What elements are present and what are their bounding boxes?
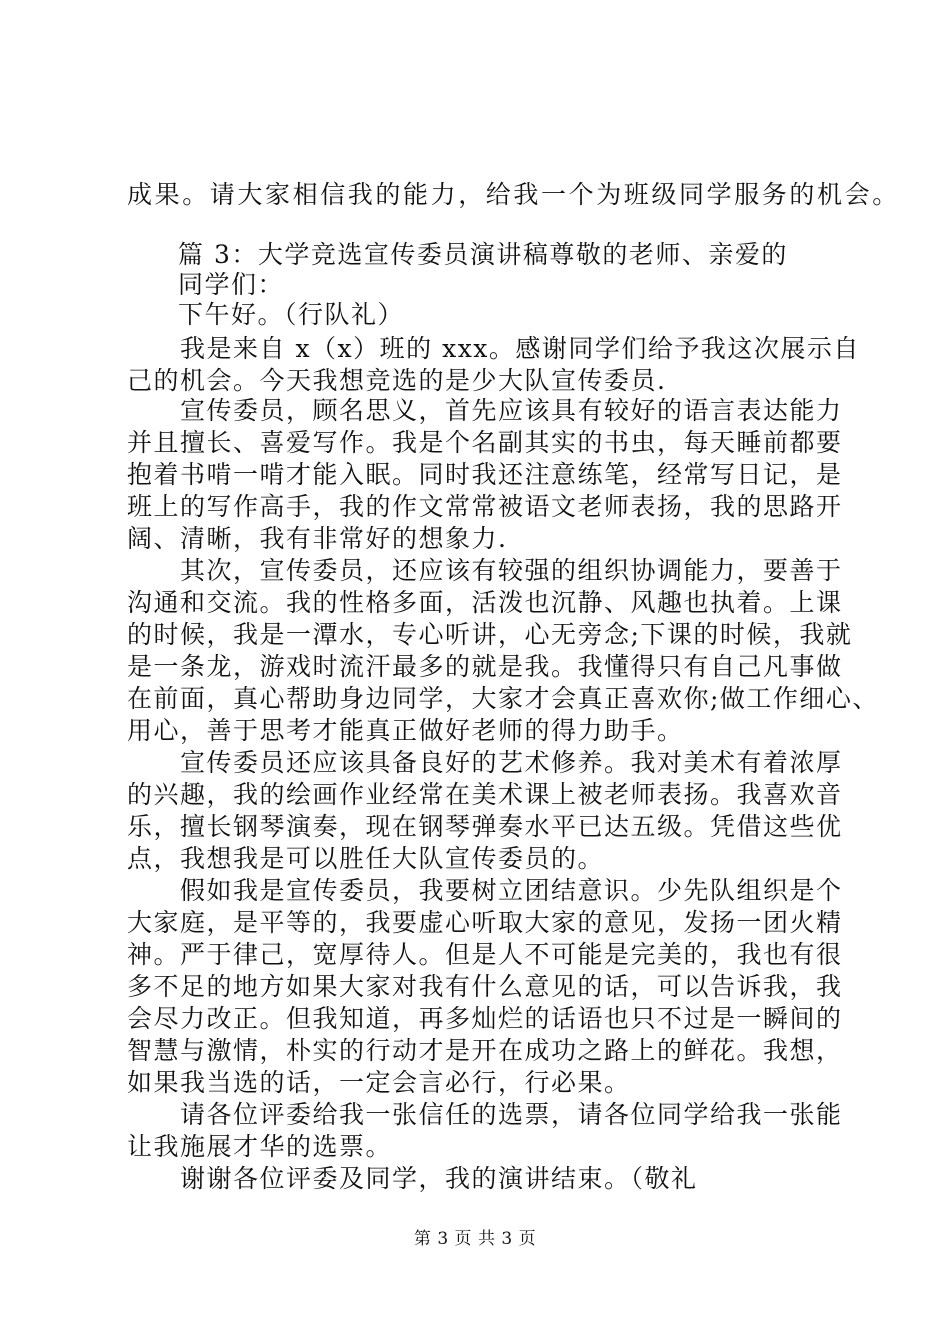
text-line: 神。严于律己，宽厚待人。但是人不可能是完美的，我也有很: [127, 940, 843, 969]
text-line: 多不足的地方如果大家对我有什么意见的话，可以告诉我，我: [127, 972, 843, 1001]
text-line: 阔、清晰，我有非常好的想象力.: [127, 524, 508, 553]
text-line: 下午好。（行队礼）: [178, 300, 405, 329]
text-line: 班上的写作高手，我的作文常常被语文老师表扬，我的思路开: [127, 492, 843, 521]
text-line: 己的机会。今天我想竞选的是少大队宣传委员.: [127, 366, 667, 395]
text-line: 抱着书啃一啃才能入眠。同时我还注意练笔，经常写日记，是: [127, 460, 843, 489]
text-line: 大家庭，是平等的，我要虚心听取大家的意见，发扬一团火精: [127, 908, 843, 937]
text-line: 乐，擅长钢琴演奏，现在钢琴弹奏水平已达五级。凭借这些优: [127, 812, 843, 841]
text-line: 宣传委员还应该具备良好的艺术修养。我对美术有着浓厚: [180, 748, 843, 777]
section-heading: 篇 3：大学竞选宣传委员演讲稿尊敬的老师、亲爱的: [178, 240, 788, 269]
text-line: 点，我想我是可以胜任大队宣传委员的。: [127, 844, 605, 873]
text-line: 智慧与激情，朴实的行动才是开在成功之路上的鲜花。我想，: [127, 1036, 843, 1065]
text-line: 让我施展才华的选票。: [127, 1132, 393, 1161]
text-line: 其次，宣传委员，还应该有较强的组织协调能力，要善于: [180, 556, 843, 585]
text-line: 宣传委员，顾名思义，首先应该具有较好的语言表达能力: [180, 396, 843, 425]
text-line: 是一条龙，游戏时流汗最多的就是我。我懂得只有自己凡事做: [127, 652, 843, 681]
text-line: 沟通和交流。我的性格多面，活泼也沉静、风趣也执着。上课: [127, 588, 843, 617]
text-line: 成果。请大家相信我的能力，给我一个为班级同学服务的机会。: [127, 180, 900, 209]
text-line: 并且擅长、喜爱写作。我是个名副其实的书虫，每天睡前都要: [127, 428, 843, 457]
text-line: 请各位评委给我一张信任的选票，请各位同学给我一张能: [180, 1100, 843, 1129]
text-line: 用心，善于思考才能真正做好老师的得力助手。: [127, 716, 684, 745]
text-line: 假如我是宣传委员，我要树立团结意识。少先队组织是个: [180, 876, 843, 905]
page-footer: 第 3 页 共 3 页: [413, 1229, 537, 1249]
text-line: 我是来自 x（x）班的 xxx。感谢同学们给予我这次展示自: [180, 334, 860, 363]
text-line: 的兴趣，我的绘画作业经常在美术课上被老师表扬。我喜欢音: [127, 780, 843, 809]
text-line: 谢谢各位评委及同学，我的演讲结束。（敬礼: [180, 1164, 698, 1193]
text-line: 在前面，真心帮助身边同学，大家才会真正喜欢你;做工作细心、: [127, 684, 879, 713]
text-line: 如果我当选的话，一定会言必行，行必果。: [127, 1068, 631, 1097]
text-line: 的时候，我是一潭水，专心听讲，心无旁念;下课的时候，我就: [127, 620, 853, 649]
text-line: 会尽力改正。但我知道，再多灿烂的话语也只不过是一瞬间的: [127, 1004, 843, 1033]
text-line: 同学们：: [178, 270, 285, 299]
